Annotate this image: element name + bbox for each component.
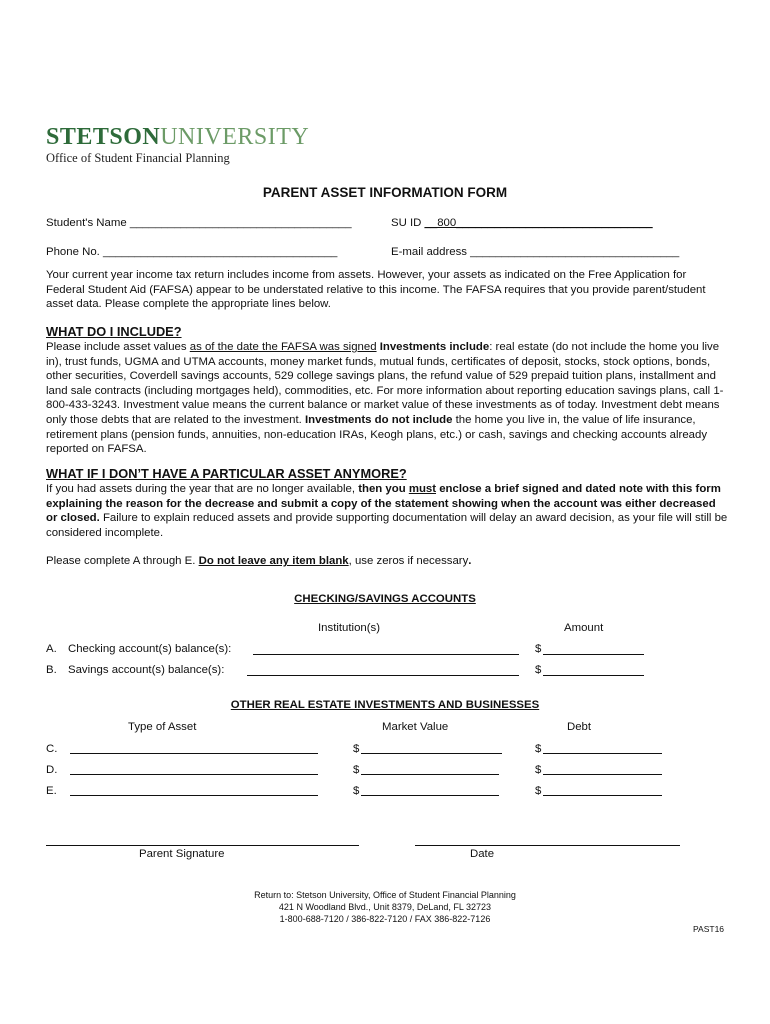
realestate-heading: OTHER REAL ESTATE INVESTMENTS AND BUSINESSES: [230, 699, 540, 711]
row-c-letter: C.: [46, 743, 58, 755]
su-id-value: __800_______________________________: [424, 217, 653, 229]
institution-column-header: Institution(s): [318, 622, 381, 634]
dollar-sign: $: [353, 764, 360, 776]
savings-balance-label: Savings account(s) balance(s):: [68, 664, 225, 676]
debt-input-d[interactable]: [543, 774, 662, 775]
form-title: PARENT ASSET INFORMATION FORM: [262, 185, 508, 200]
office-name: Office of Student Financial Planning: [46, 151, 230, 165]
student-name-field[interactable]: Student's Name ___________________________________: [46, 217, 352, 229]
asset-type-input-e[interactable]: [70, 795, 318, 796]
row-e-letter: E.: [46, 785, 57, 797]
market-value-input-e[interactable]: [361, 795, 499, 796]
dollar-sign: $: [535, 743, 542, 755]
checking-amount-input[interactable]: [543, 654, 644, 655]
savings-institution-input[interactable]: [247, 675, 519, 676]
date-label: Date: [470, 848, 495, 860]
market-value-input-c[interactable]: [361, 753, 502, 754]
debt-input-c[interactable]: [543, 753, 662, 754]
return-line-1: Return to: Stetson University, Office of Student Financial Planning: [254, 890, 516, 900]
debt-column-header: Debt: [567, 721, 592, 733]
market-value-input-d[interactable]: [361, 774, 499, 775]
row-a-letter: A.: [46, 643, 57, 655]
date-line[interactable]: [415, 845, 680, 846]
su-id-label: SU ID: [391, 217, 425, 229]
anymore-heading: WHAT IF I DON’T HAVE A PARTICULAR ASSET ANYMORE?: [46, 466, 407, 481]
checking-institution-input[interactable]: [253, 654, 519, 655]
asset-type-input-d[interactable]: [70, 774, 318, 775]
phone-field[interactable]: Phone No. _____________________________________: [46, 246, 338, 258]
checking-heading: CHECKING/SAVINGS ACCOUNTS: [294, 593, 476, 605]
type-column-header: Type of Asset: [128, 721, 197, 733]
include-heading: WHAT DO I INCLUDE?: [46, 324, 182, 339]
dollar-sign: $: [353, 743, 360, 755]
include-paragraph: Please include asset values as of the date the FAFSA was signed Investments include: real estate (do not include the home you live in), trust funds, UGMA and UTMA accounts, money market funds, mutual funds, certificates of deposit, stocks, stock options, bonds, other securities, Coverdell savings accounts, 529 college savings plans, the refund value of 529 prepaid tuition plans, installment and land sale contracts (including mortgages held), commodities, etc. For more information about reporting education savings plans, call 1-800-433-3243. Investment value means the current balance or market value of these investments as of today. Investment debt means only those debts that are related to the investment. Investments do not include the home you live in, the value of life insurance, retirement plans (pension funds, annuities, non-education IRAs, Keogh plans, etc.) or cash, savings and checking accounts already reported on FAFSA.: [46, 341, 724, 456]
su-id-field[interactable]: [391, 216, 653, 230]
row-b-letter: B.: [46, 664, 57, 676]
debt-input-e[interactable]: [543, 795, 662, 796]
return-address: [0, 889, 770, 925]
savings-amount-input[interactable]: [543, 675, 644, 676]
dollar-sign: $: [535, 643, 542, 655]
dollar-sign: $: [353, 785, 360, 797]
return-line-2: 421 N Woodland Blvd., Unit 8379, DeLand, FL 32723: [278, 902, 492, 912]
market-column-header: Market Value: [382, 721, 449, 733]
asset-type-input-c[interactable]: [70, 753, 318, 754]
amount-column-header: Amount: [564, 622, 604, 634]
row-d-letter: D.: [46, 764, 58, 776]
form-code: PAST16: [693, 924, 725, 934]
complete-instruction: Please complete A through E. Do not leave any item blank, use zeros if necessary.: [46, 555, 472, 567]
parent-signature-line[interactable]: [46, 845, 359, 846]
dollar-sign: $: [535, 785, 542, 797]
anymore-paragraph: If you had assets during the year that are no longer available, then you must enclose a brief signed and dated note with this form explaining the reason for the decrease and submit a copy of the statement showing when the account was either decreased or closed. Failure to explain reduced assets and provide supporting documentation will delay an award decision, as your file will still be considered incomplete.: [46, 483, 728, 539]
university-logo: [46, 124, 309, 166]
return-line-3: 1-800-688-7120 / 386-822-7120 / FAX 386-822-7126: [279, 914, 491, 924]
logo-wordmark: STETSONUNIVERSITY: [46, 124, 310, 150]
dollar-sign: $: [535, 664, 542, 676]
parent-signature-label: Parent Signature: [139, 848, 225, 860]
checking-balance-label: Checking account(s) balance(s):: [68, 643, 232, 655]
intro-paragraph: Your current year income tax return includes income from assets. However, your assets as indicated on the Free Application for Federal Student Aid (FAFSA) appear to be understated relative to this income. The FAFSA requires that you provide parent/student asset data. Please complete the appropriate lines below.: [46, 269, 706, 311]
dollar-sign: $: [535, 764, 542, 776]
email-field[interactable]: E-mail address _________________________________: [391, 246, 680, 258]
